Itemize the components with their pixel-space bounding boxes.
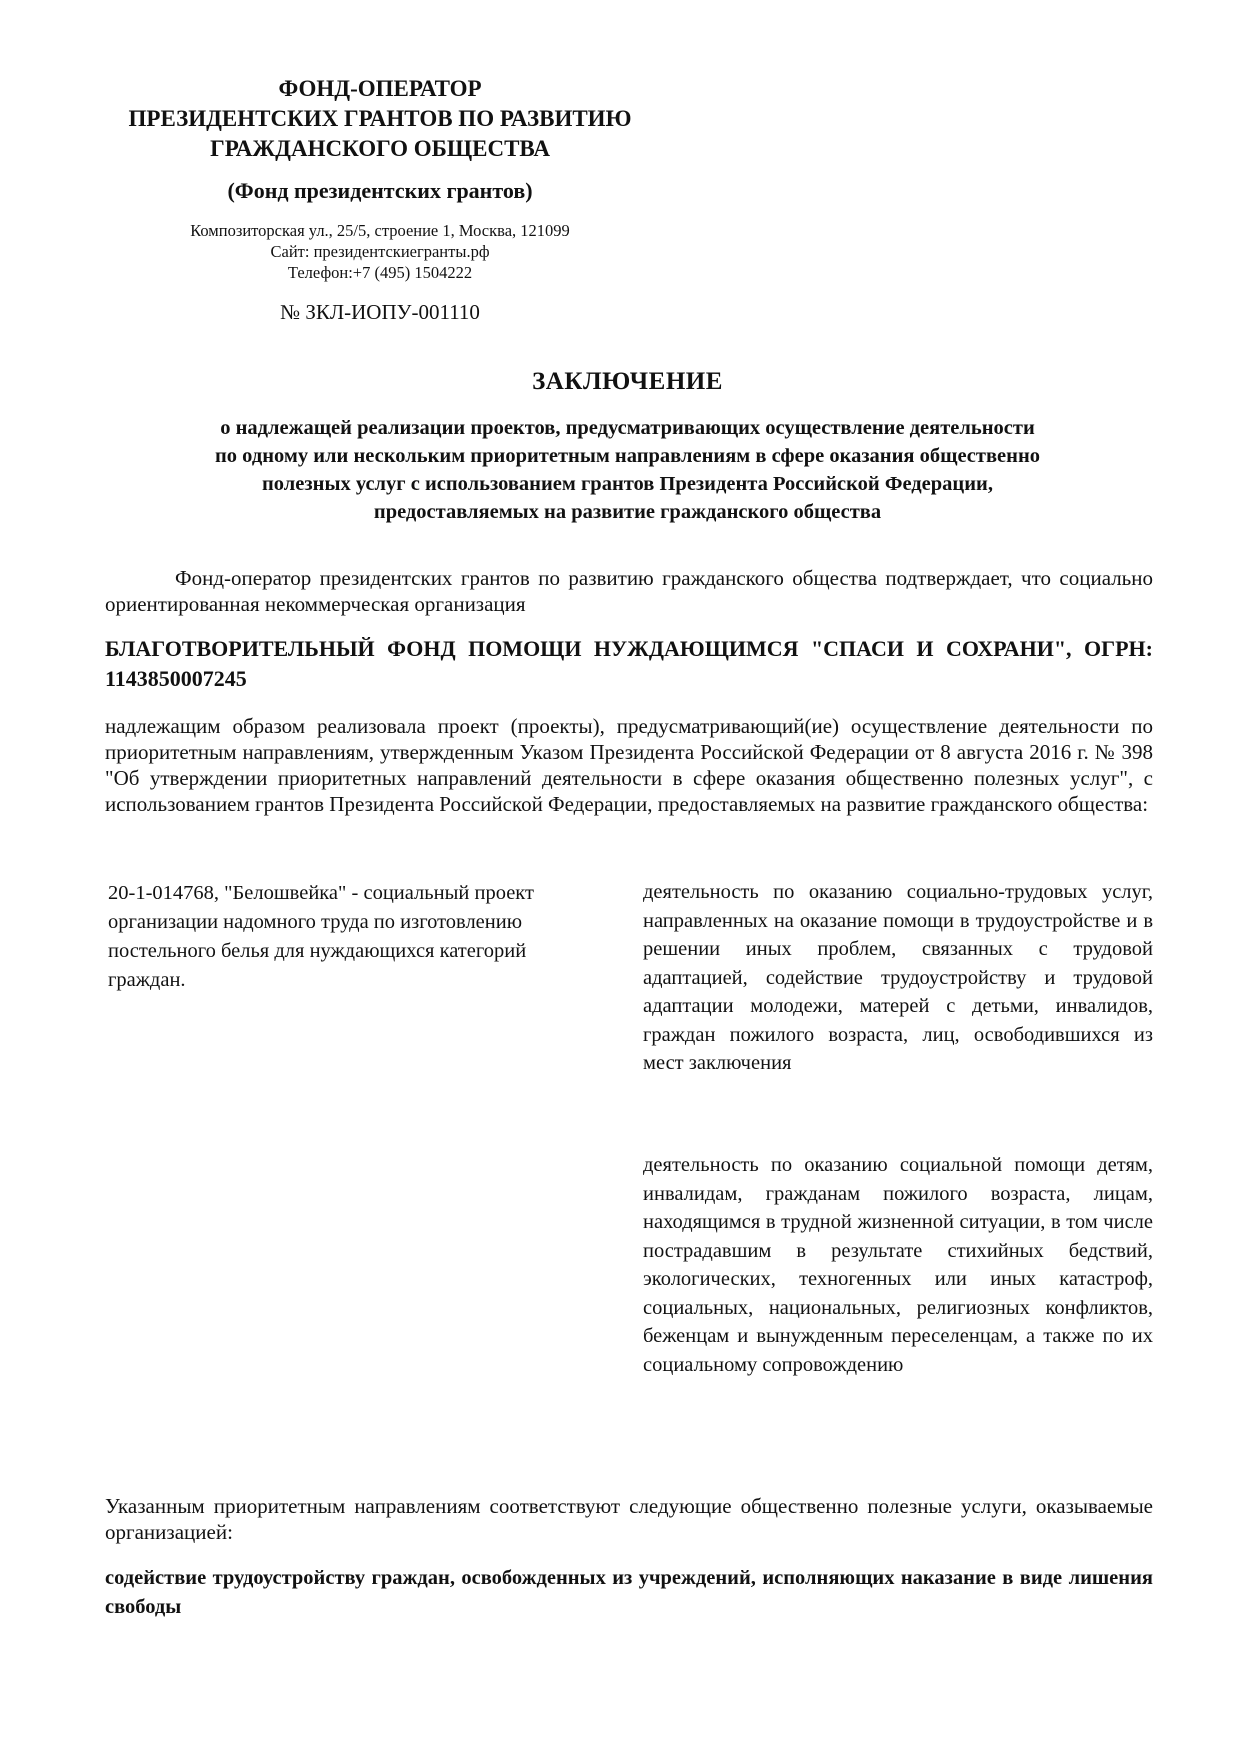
subtitle-line1: о надлежащей реализации проектов, предусматривающих осуществление деятельности — [220, 417, 1035, 439]
document-number: № ЗКЛ-ИОПУ-001110 — [280, 300, 480, 324]
subtitle-line4: предоставляемых на развитие гражданского общества — [373, 501, 882, 523]
issuer-name — [100, 74, 660, 164]
issuer-phone: Телефон:+7 (495) 1504222 — [287, 263, 473, 282]
issuer-site: Сайт: президентскиегранты.рф — [270, 242, 490, 261]
issuer-name-line2: ПРЕЗИДЕНТСКИХ ГРАНТОВ ПО РАЗВИТИЮ — [128, 106, 632, 131]
issuer-contacts — [100, 220, 660, 283]
organization-name: БЛАГОТВОРИТЕЛЬНЫЙ ФОНД ПОМОЩИ НУЖДАЮЩИМСЯ "СПАСИ И СОХРАНИ", ОГРН: 1143850007245 — [105, 636, 1153, 691]
priority-direction-1: деятельность по оказанию социально-трудовых услуг, направленных на оказание помощи в трудоустройстве и в решении иных проблем, связанных с трудовой адаптацией, содействие трудоустройству и трудовой адаптации молодежи, матерей с детьми, инвалидов, граждан пожилого возраста, лиц, освободившихся из мест заключения — [643, 881, 1153, 1074]
project-description: 20-1-014768, "Белошвейка" - социальный проект организации надомного труда по изготовлению постельного белья для нуждающихся категорий граждан. — [108, 882, 534, 991]
document-title: ЗАКЛЮЧЕНИЕ — [532, 368, 723, 395]
service-item-1: содействие трудоустройству граждан, освобожденных из учреждений, исполняющих наказание в виде лишения свободы — [105, 1567, 1153, 1618]
intro-paragraph: Фонд-оператор президентских грантов по развитию гражданского общества подтверждает, что социально ориентированная некоммерческая организация — [105, 566, 1153, 616]
subtitle-line3: полезных услуг с использованием грантов Президента Российской Федерации, — [262, 473, 993, 495]
services-intro: Указанным приоритетным направлениям соответствуют следующие общественно полезные услуги, оказываемые организацией: — [105, 1494, 1153, 1544]
issuer-name-line1: ФОНД-ОПЕРАТОР — [278, 76, 482, 101]
issuer-address: Композиторская ул., 25/5, строение 1, Москва, 121099 — [190, 221, 570, 240]
subtitle-line2: по одному или нескольким приоритетным направлениям в сфере оказания общественно — [214, 445, 1041, 467]
document-subtitle — [100, 414, 1155, 526]
body-paragraph: надлежащим образом реализовала проект (проекты), предусматривающий(ие) осуществление деятельности по приоритетным направлениям, утвержденным Указом Президента Российской Федерации от 8 августа 2016 г. № 398 "Об утверждении приоритетных направлений деятельности в сфере оказания общественно полезных услуг", с использованием грантов Президента Российской Федерации, предоставляемых на развитие гражданского общества: — [105, 714, 1153, 816]
priority-direction-2: деятельность по оказанию социальной помощи детям, инвалидам, гражданам пожилого возраста, лицам, находящимся в трудной жизненной ситуации, в том числе пострадавшим в результате стихийных бедствий, экологических, техногенных или иных катастроф, социальных, национальных, религиозных конфликтов, беженцам и вынужденным переселенцам, а также по их социальному сопровождению — [643, 1154, 1153, 1376]
issuer-name-line3: ГРАЖДАНСКОГО ОБЩЕСТВА — [210, 136, 550, 161]
issuer-short-name: (Фонд президентских грантов) — [227, 178, 533, 203]
